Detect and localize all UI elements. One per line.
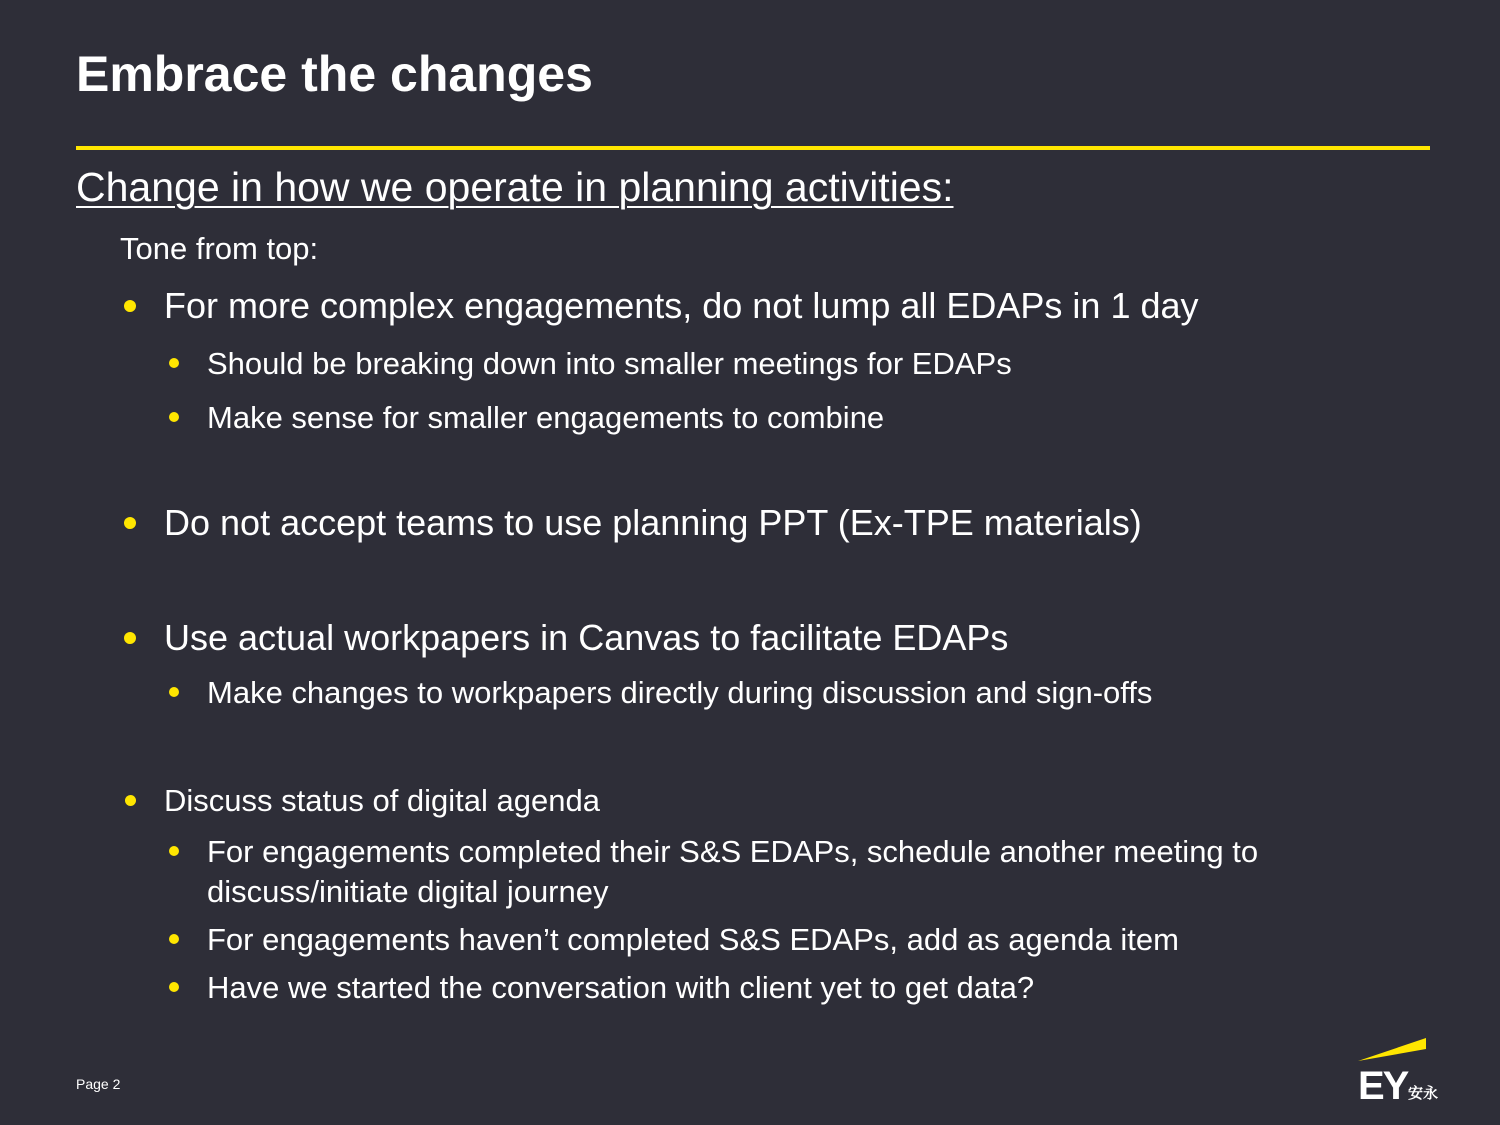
bullet-dot-icon [125,795,136,806]
title-divider [76,146,1430,150]
bullet-dot-icon [169,687,179,697]
bullet-dot-icon [124,632,136,644]
bullet-complex-engagements [164,284,1199,328]
ey-logo-text: EY [1358,1064,1408,1108]
bullet-text: Discuss status of digital agenda [164,783,600,818]
bullet-digital-agenda [164,781,600,821]
sub-bullet-workpaper-changes [207,673,1152,713]
bullet-dot-icon [169,846,179,856]
ey-logo-cn-text: 安永 [1408,1084,1439,1102]
sub-bullet-text: Should be breaking down into smaller meetings for EDAPs [207,346,1012,381]
bullet-text: For more complex engagements, do not lump all EDAPs in 1 day [164,285,1199,326]
sub-bullet-text: For engagements completed their S&S EDAPs, schedule another meeting to discuss/initiate digital journey [207,834,1259,909]
bullet-canvas-workpapers [164,616,1008,660]
sub-bullet-client-conversation [207,968,1034,1008]
sub-bullet-smaller-meetings [207,344,1012,384]
intro-text: Tone from top: [120,231,319,266]
bullet-text: Use actual workpapers in Canvas to facilitate EDAPs [164,617,1009,658]
bullet-dot-icon [169,934,179,944]
sub-bullet-completed-edaps [207,832,1267,912]
bullet-planning-ppt [164,501,1142,545]
sub-bullet-text: Make changes to workpapers directly during discussion and sign-offs [207,675,1153,710]
bullet-dot-icon [169,358,179,368]
sub-bullet-combine [207,398,884,438]
sub-bullet-text: For engagements haven’t completed S&S EDAPs, add as agenda item [207,922,1179,957]
ey-logo [1356,1036,1446,1110]
bullet-dot-icon [124,300,136,312]
bullet-text: Do not accept teams to use planning PPT (Ex-TPE materials) [164,502,1142,543]
sub-bullet-text: Have we started the conversation with client yet to get data? [207,970,1035,1005]
sub-bullet-not-completed-edaps [207,920,1179,960]
bullet-dot-icon [169,982,179,992]
ey-beam-icon [1356,1036,1446,1066]
slide-title: Embrace the changes [76,46,593,102]
section-heading: Change in how we operate in planning activities: [76,164,954,210]
bullet-dot-icon [124,517,136,529]
sub-bullet-text: Make sense for smaller engagements to combine [207,400,885,435]
bullet-dot-icon [169,412,179,422]
page-number: Page 2 [76,1076,121,1092]
